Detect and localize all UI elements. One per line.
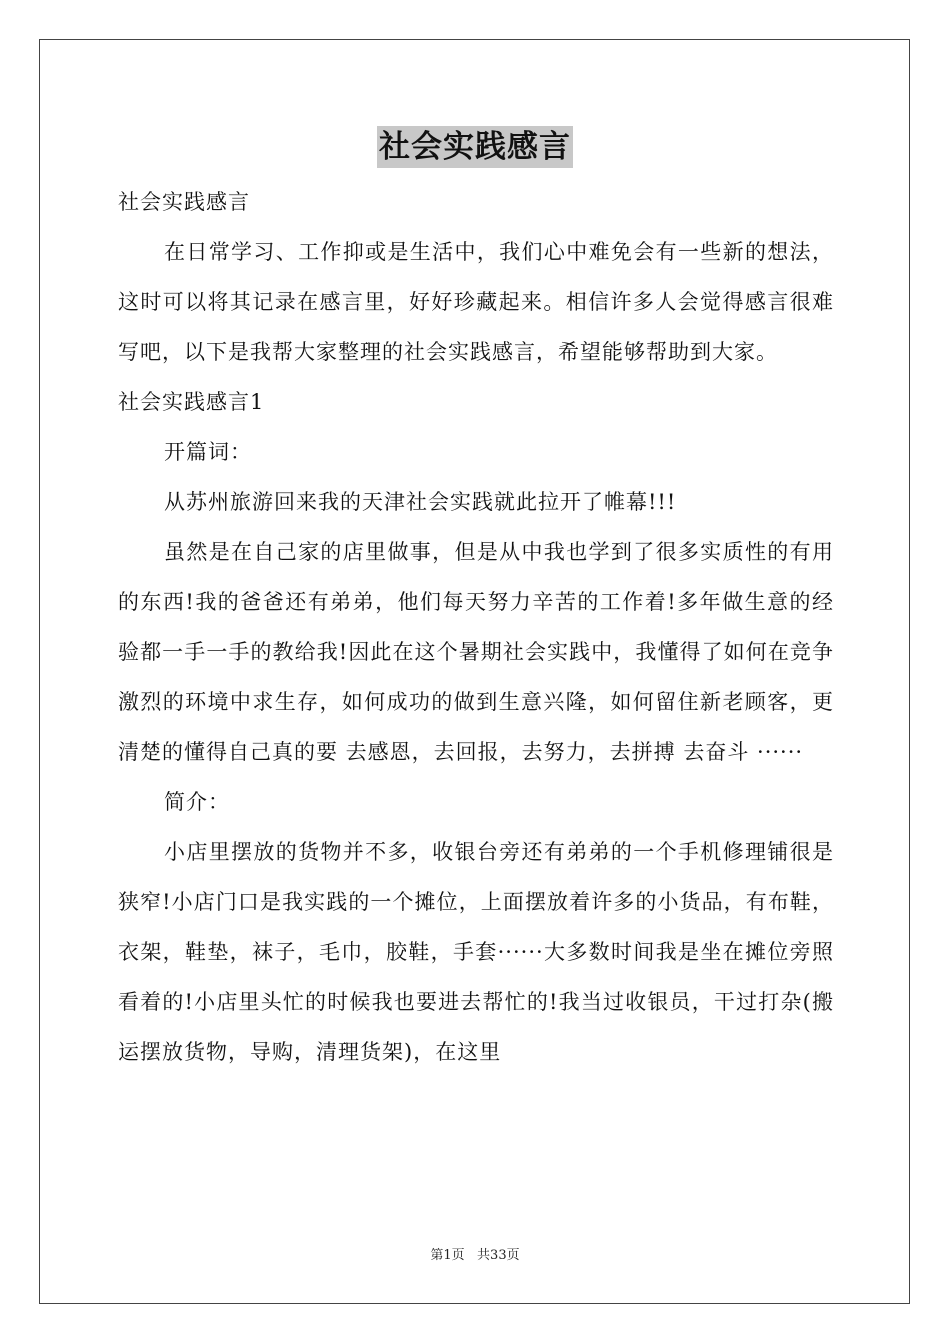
page-footer (0, 1247, 950, 1265)
page-number: 第1页 共33页 (430, 1248, 520, 1263)
intro-label: 简介： (164, 790, 230, 814)
opening-label: 开篇词： (164, 440, 252, 464)
opening-text: 从苏州旅游回来我的天津社会实践就此拉开了帷幕!!! (164, 490, 677, 514)
document-body (118, 177, 834, 1077)
intro-paragraph: 在日常学习、工作抑或是生活中，我们心中难免会有一些新的想法，这时可以将其记录在感言里，好好珍藏起来。相信许多人会觉得感言很难写吧，以下是我帮大家整理的社会实践感言，希望能够帮助到大家。 (118, 240, 834, 364)
body-paragraph-2: 小店里摆放的货物并不多，收银台旁还有弟弟的一个手机修理铺很是狭窄!小店门口是我实践的一个摊位，上面摆放着许多的小货品，有布鞋，衣架，鞋垫，袜子，毛巾，胶鞋，手套······大多数时间我是坐在摊位旁照看着的!小店里头忙的时候我也要进去帮忙的!我当过收银员，干过打杂(搬运摆放货物，导购，清理货架)，在这里 (118, 840, 834, 1064)
title-container (0, 126, 950, 168)
section-heading: 社会实践感言1 (118, 390, 265, 414)
subtitle: 社会实践感言 (118, 190, 250, 214)
document-title: 社会实践感言 (377, 126, 573, 168)
body-paragraph-1: 虽然是在自己家的店里做事，但是从中我也学到了很多实质性的有用的东西!我的爸爸还有弟弟，他们每天努力辛苦的工作着!多年做生意的经验都一手一手的教给我!因此在这个暑期社会实践中，我懂得了如何在竞争激烈的环境中求生存，如何成功的做到生意兴隆，如何留住新老顾客，更清楚的懂得自己真的要 去感恩，去回报，去努力，去拼搏 去奋斗 ······ (118, 540, 834, 764)
